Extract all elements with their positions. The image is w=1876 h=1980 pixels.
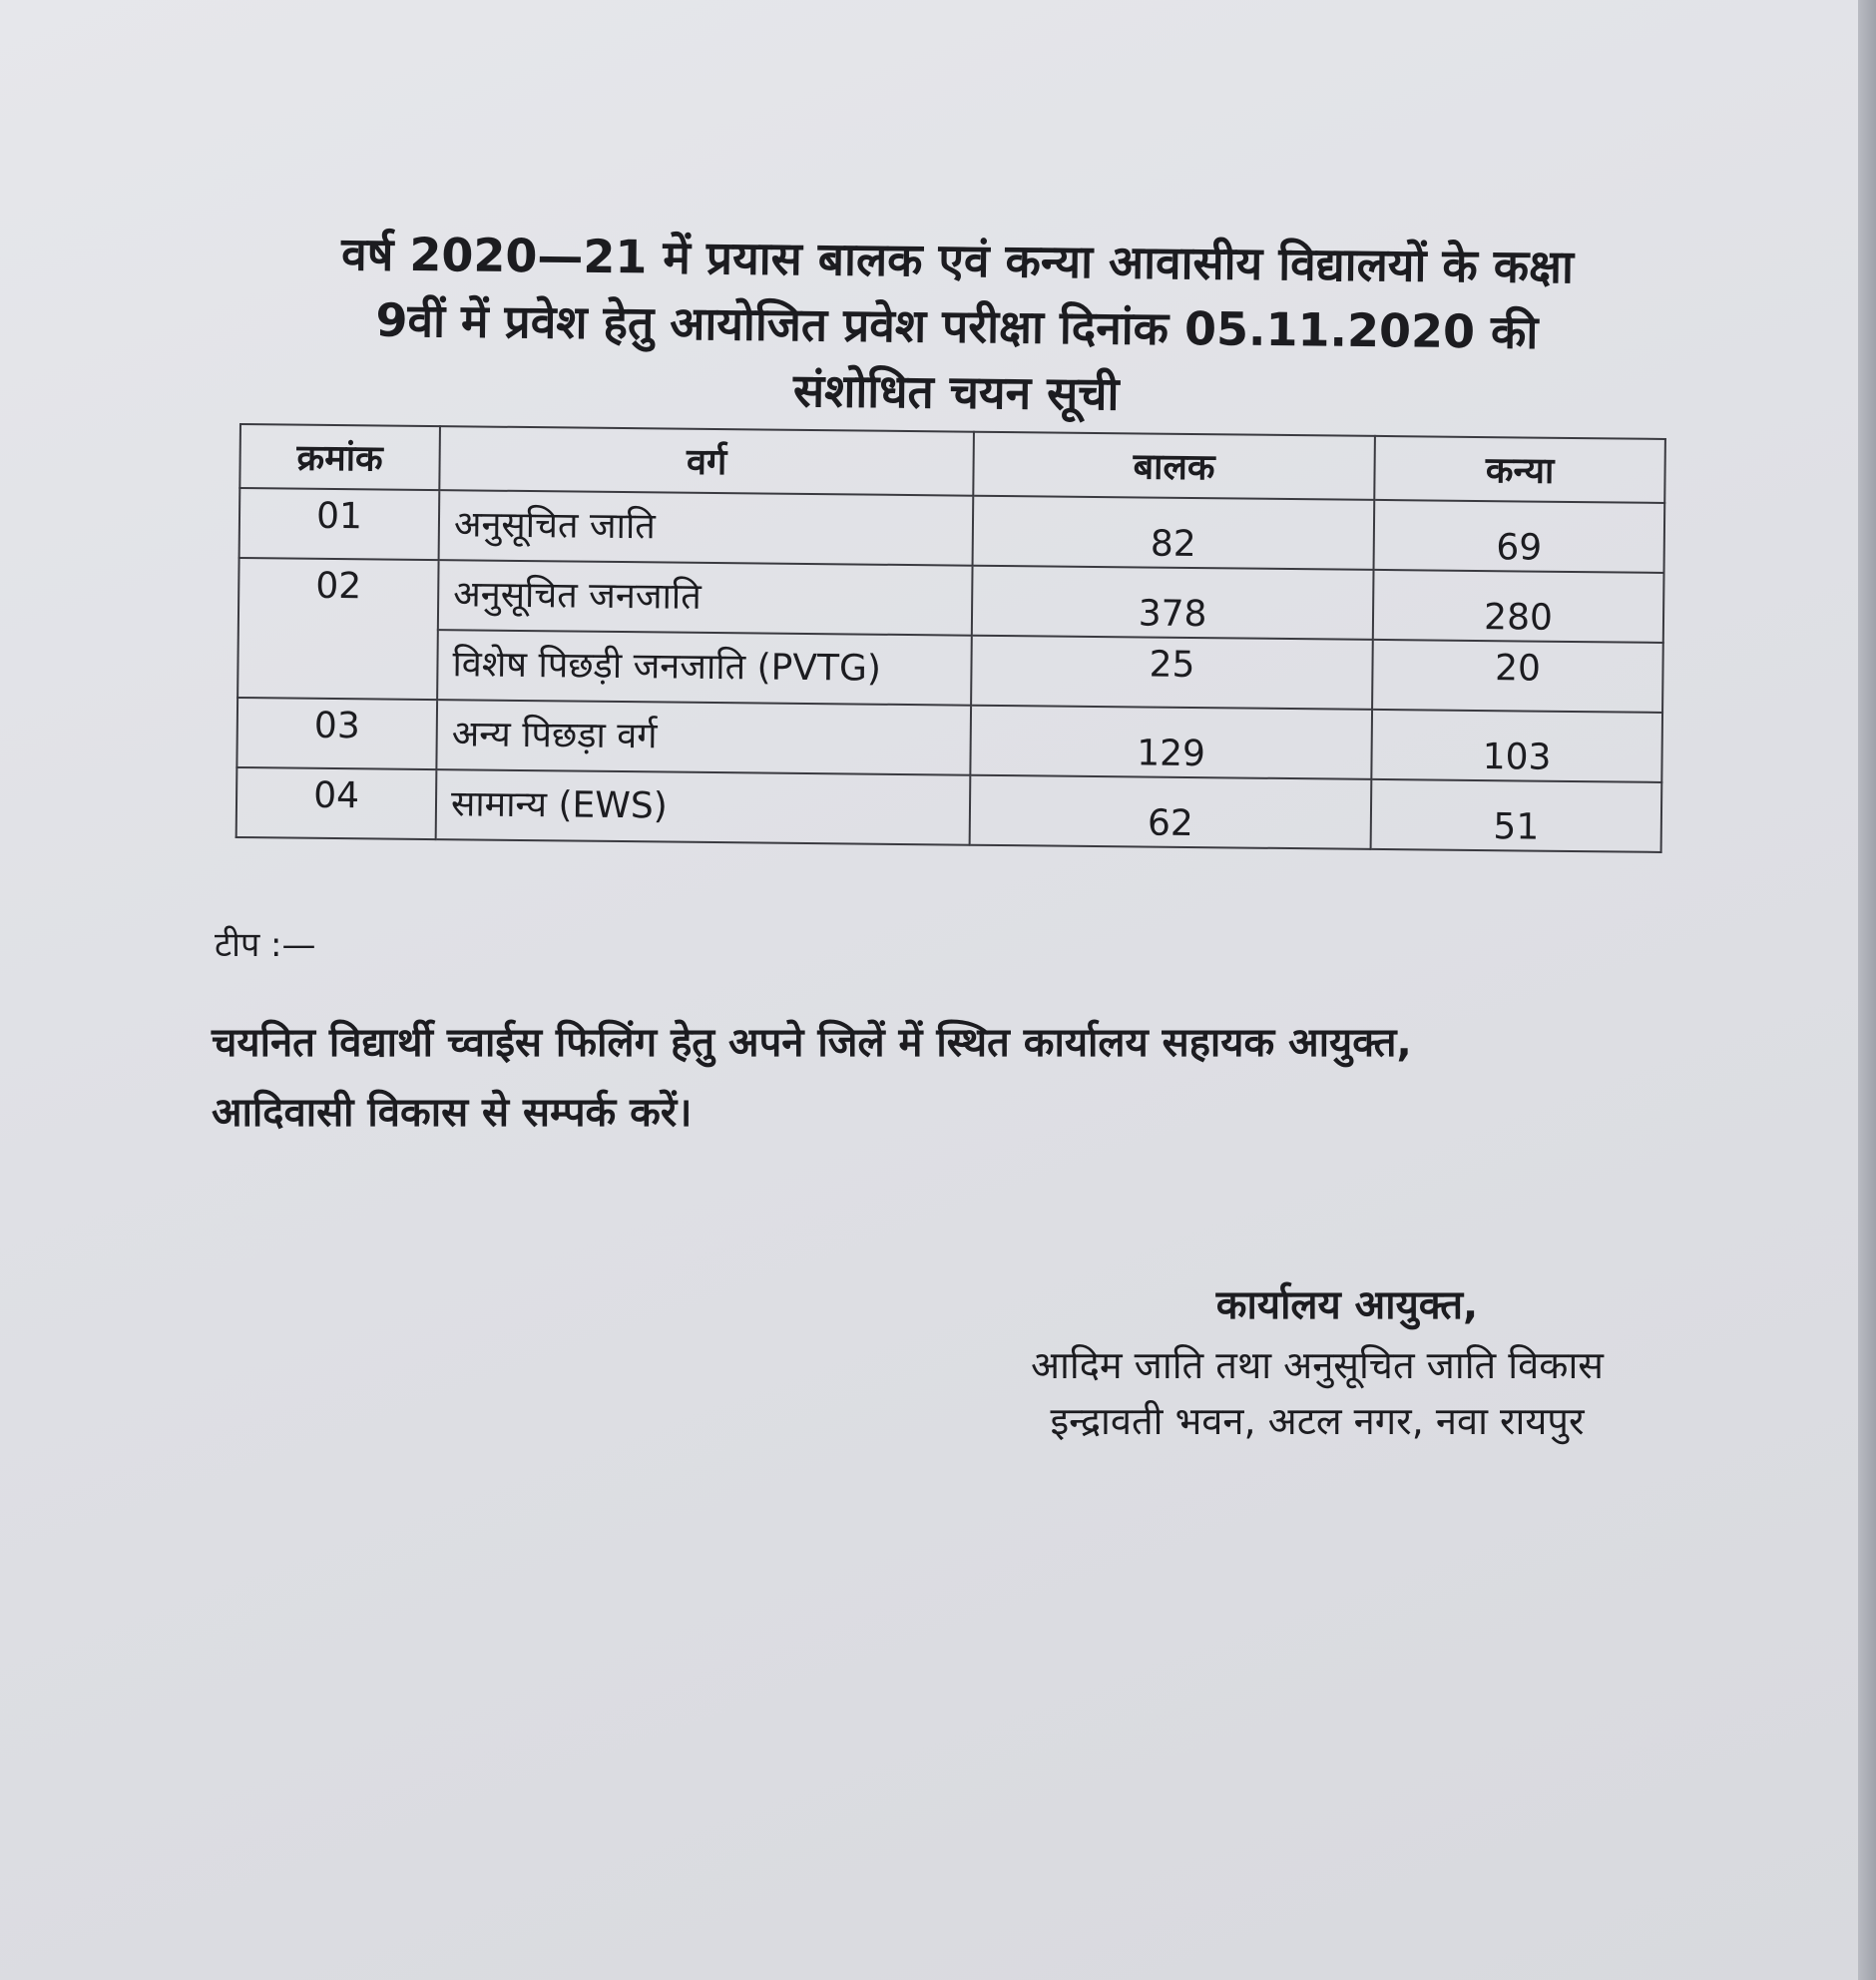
row-girls: 51 [1371,779,1662,852]
header-girls: कन्या [1374,436,1665,503]
signature-line-1: आदिम जाति तथा अनुसूचित जाति विकास [1031,1343,1604,1387]
row-serial: 03 [236,698,437,769]
signature-title: कार्यालय आयुक्त, [1215,1282,1479,1328]
row-boys: 62 [970,775,1372,849]
row-category: सामान्य (EWS) [436,769,971,845]
selection-table-container [235,423,1666,853]
document-title [218,220,1696,432]
note-text: चयनित विद्यार्थी च्वाईस फिलिंग हेतु अपने जिलें में स्थित कार्यालय सहायक आयुक्त, आदिवासी विकास से सम्पर्क करें। [212,1020,1412,1136]
note-label: टीप :— [215,925,316,965]
row-serial: 02 [237,558,438,700]
row-serial: 04 [236,767,437,839]
header-serial: क्रमांक [239,424,440,490]
title-line-2: 9वीं में प्रवेश हेतु आयोजित प्रवेश परीक्षा दिनांक 05.11.2020 की [375,292,1539,359]
row-boys: 82 [973,496,1375,570]
row-serial: 01 [239,488,440,560]
row-girls: 103 [1371,710,1662,782]
row-boys: 25 [971,636,1373,710]
signature-block [958,1277,1676,1449]
row-girls: 20 [1372,640,1663,713]
table-row [236,767,1662,852]
row-girls: 69 [1374,500,1665,573]
row-girls: 280 [1373,570,1664,643]
signature-line-2: इन्द्रावती भवन, अटल नगर, नवा रायपुर [1050,1399,1585,1443]
header-category: वर्ग [439,426,974,496]
header-boys: बालक [973,432,1375,500]
row-category: विशेष पिछड़ी जनजाति (PVTG) [437,630,972,706]
row-boys: 129 [970,706,1372,779]
title-line-3: संशोधित चयन सूची [792,363,1120,421]
title-line-1: वर्ष 2020—21 में प्रयास बालक एवं कन्या आवासीय विद्यालयों के कक्षा [340,227,1575,294]
row-boys: 378 [972,566,1374,640]
row-category: अनुसूचित जाति [439,490,974,566]
row-category: अनुसूचित जनजाति [438,560,973,636]
paper-edge-shadow [1858,0,1876,1980]
row-category: अन्य पिछड़ा वर्ग [436,700,971,775]
selection-table [235,423,1666,853]
